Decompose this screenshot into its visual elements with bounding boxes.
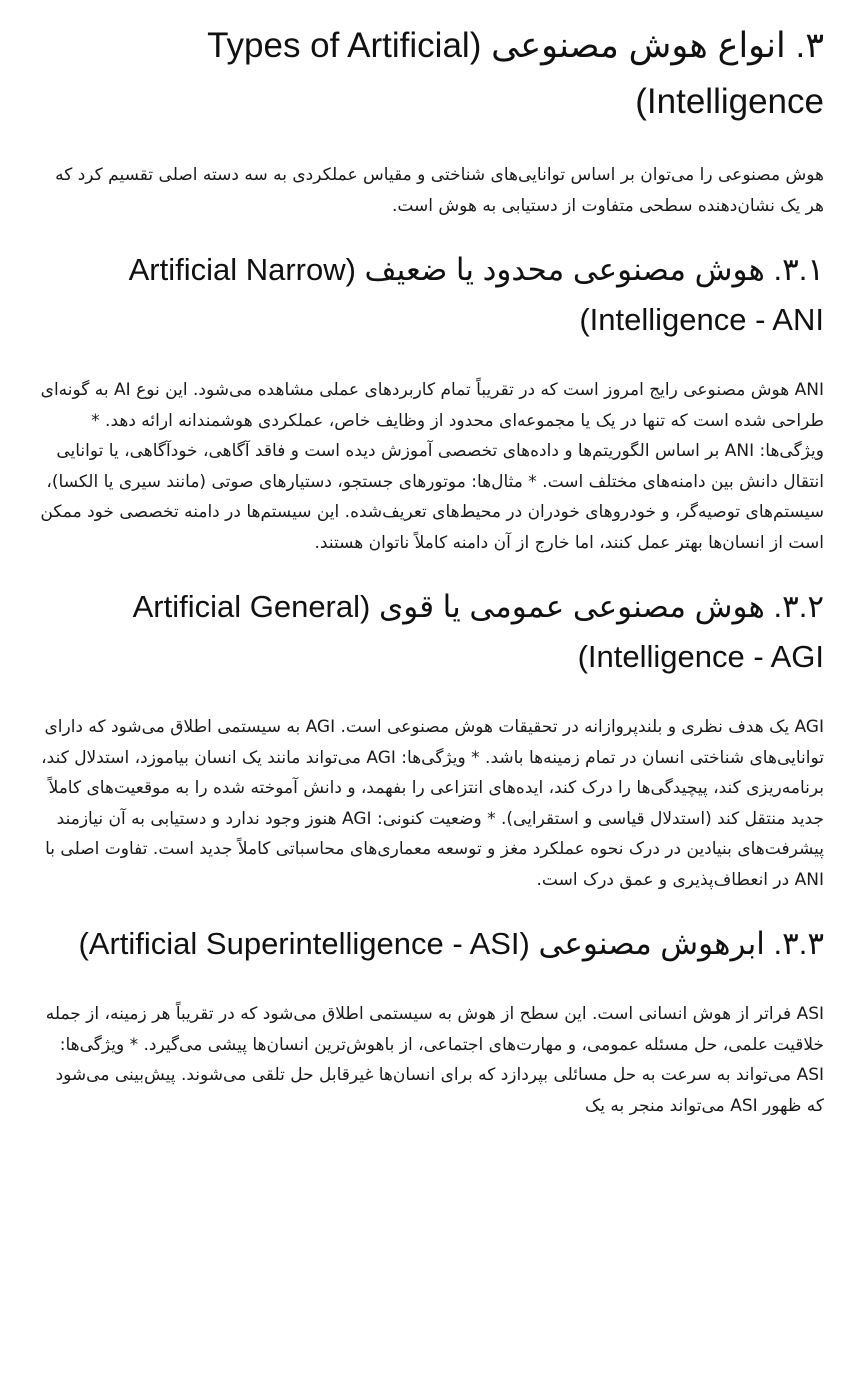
section-title: ۳. انواع هوش مصنوعی (Types of Artificial Intelligence) — [207, 26, 824, 121]
subsection-title-ani: ۳.۱. هوش مصنوعی محدود یا ضعیف (Artificial Narrow Intelligence - ANI) — [128, 252, 824, 337]
subsection-body-asi: ASI فراتر از هوش انسانی است. این سطح از هوش به سیستمی اطلاق می‌شود که در تقریباً هر زمینه، از جمله خلاقیت علمی، حل مسئله عمومی، و مهارت‌های اجتماعی، از باهوش‌ترین انسان‌ها پیشی می‌گیرد. * ویژگی‌ها: ASI می‌تواند به سرعت به حل مسائلی بپردازد که برای انسان‌ها غیرقابل حل تلقی می‌شوند. پیش‌بینی می‌شود که ظهور ASI می‌تواند منجر به یک — [45, 1004, 824, 1116]
section-intro-paragraph: هوش مصنوعی را می‌توان بر اساس توانایی‌های شناختی و مقیاس عملکردی به سه دسته اصلی تقسیم کرد که هر یک نشان‌دهنده سطحی متفاوت از دستیابی به هوش است. — [55, 165, 824, 216]
subsection-title-agi: ۳.۲. هوش مصنوعی عمومی یا قوی (Artificial General Intelligence - AGI) — [132, 589, 824, 674]
subsection-body-ani: ANI هوش مصنوعی رایج امروز است که در تقریباً تمام کاربردهای عملی مشاهده می‌شود. این نوع AI به گونه‌ای طراحی شده است که تنها در یک یا مجموعه‌ای محدود از وظایف خاص، عملکردی هوشمندانه ارائه دهد. * ویژگی‌ها: ANI بر اساس الگوریتم‌ها و داده‌های تخصصی آموزش دیده است و فاقد آگاهی، خودآگاهی، یا توانایی انتقال دانش بین دامنه‌های مختلف است. * مثال‌ها: موتورهای جستجو، دستیارهای صوتی (مانند سیری یا الکسا)، سیستم‌های توصیه‌گر، و خودروهای خودران در محیط‌های تعریف‌شده. این سیستم‌ها در دامنه تخصصی خود ممکن است از انسان‌ها بهتر عمل کنند، اما خارج از آن دامنه کاملاً ناتوان هستند. — [40, 380, 824, 553]
subsection-title-asi: ۳.۳. ابرهوش مصنوعی (Artificial Superintelligence - ASI) — [78, 926, 824, 961]
subsection-body-agi: AGI یک هدف نظری و بلندپروازانه در تحقیقات هوش مصنوعی است. AGI به سیستمی اطلاق می‌شود که دارای توانایی‌های شناختی انسان در تمام زمینه‌ها باشد. * ویژگی‌ها: AGI می‌تواند مانند یک انسان بیاموزد، استدلال کند، برنامه‌ریزی کند، پیچیدگی‌ها را درک کند، ایده‌های انتزاعی را بفهمد، و دانش آموخته شده را به موقعیت‌های کاملاً جدید منتقل کند (استدلال قیاسی و استقرایی). * وضعیت کنونی: AGI هنوز وجود ندارد و دستیابی به آن نیازمند پیشرفت‌های بنیادین در درک نحوه عملکرد مغز و توسعه معماری‌های محاسباتی کاملاً جدید است. تفاوت اصلی با ANI در انعطاف‌پذیری و عمق درک است. — [41, 717, 824, 890]
